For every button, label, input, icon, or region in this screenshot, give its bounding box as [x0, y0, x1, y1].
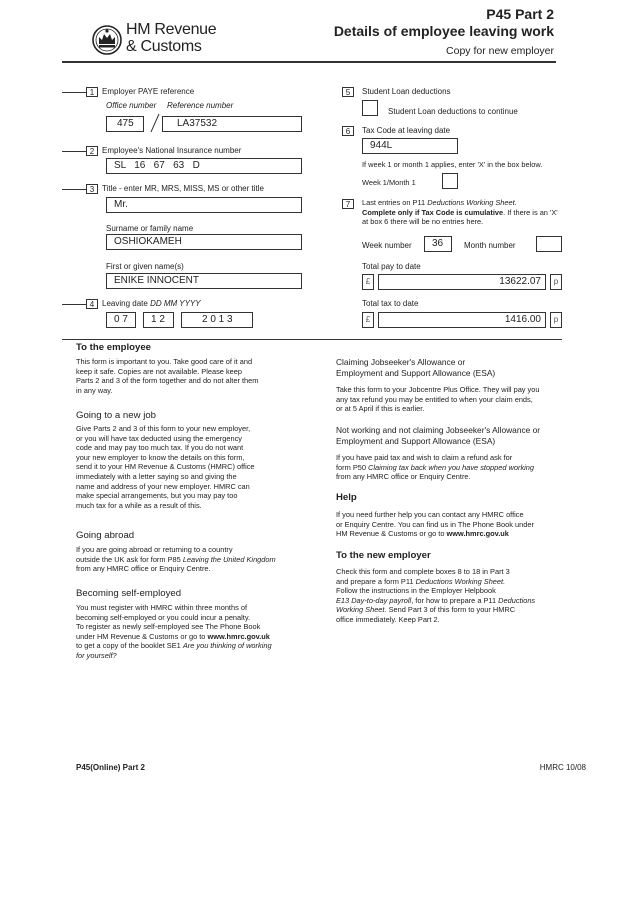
self-employed-website-link[interactable]: www.hmrc.gov.uk: [207, 631, 270, 641]
new-employer-line-4a: E13 Day-to-day payroll: [336, 595, 412, 605]
new-employer-line-4c: Deductions: [498, 595, 536, 605]
crown-crest-icon: [92, 22, 122, 56]
last-entries-label-line3: at box 6 there will be no entries here.: [362, 217, 484, 227]
field-7-number: 7: [342, 199, 354, 209]
claiming-text: Take this form to your Jobcentre Plus Office. They will pay you any tax refund you may be entitled to when your claim ends, or at 5 April if this is earlier.: [336, 385, 540, 414]
total-pay-pence-sign: p: [550, 274, 562, 290]
going-abroad-heading: Going abroad: [76, 530, 135, 541]
page-subtitle: Copy for new employer: [446, 45, 554, 57]
field-1-rule: [62, 92, 86, 93]
field-4-number: 4: [86, 299, 98, 309]
leaving-day-field[interactable]: 0 7: [106, 312, 136, 328]
help-heading: Help: [336, 492, 357, 503]
leaving-date-label: [102, 299, 201, 309]
help-text: [336, 510, 596, 539]
surname-label: Surname or family name: [106, 224, 194, 233]
week1-month1-checkbox[interactable]: [442, 173, 458, 189]
last-entries-label: [362, 198, 602, 227]
student-loan-label: Student Loan deductions: [362, 87, 451, 96]
first-name-field[interactable]: ENIKE INNOCENT: [106, 273, 302, 289]
help-website-link[interactable]: www.hmrc.gov.uk: [446, 529, 509, 539]
total-pay-pound-sign: £: [362, 274, 374, 290]
ni-number-field[interactable]: SL 16 67 63 D: [106, 158, 302, 174]
new-employer-line-2: [336, 577, 596, 587]
new-employer-line-5b: Send Part 3 of this form to your HMRC: [386, 605, 516, 615]
last-entries-label-bold: Complete only if Tax Code is cumulative: [362, 207, 504, 217]
new-employer-line-3: Follow the instructions in the Employer Helpbook: [336, 586, 496, 596]
leaving-month-field[interactable]: 1 2: [143, 312, 174, 328]
field-6-number: 6: [342, 126, 354, 136]
claiming-heading: Claiming Jobseeker's Allowance or Employment and Support Allowance (ESA): [336, 357, 496, 378]
not-claiming-text: [336, 453, 596, 482]
field-4-rule: [62, 304, 86, 305]
not-claiming-text-1: If you have paid tax and wish to claim a refund ask for form P50: [336, 453, 513, 472]
hmrc-logo: [92, 20, 222, 58]
new-employer-text: [336, 567, 596, 625]
last-entries-label-pre: Last entries on P11: [362, 198, 428, 207]
form-code: P45 Part 2: [486, 6, 554, 22]
field-3-number: 3: [86, 184, 98, 194]
student-loan-continue-label: Student Loan deductions to continue: [388, 107, 518, 116]
total-pay-field[interactable]: 13622.07: [378, 274, 546, 290]
tax-code-field[interactable]: 944L: [362, 138, 458, 154]
total-tax-label: Total tax to date: [362, 299, 419, 308]
total-tax-pound-sign: £: [362, 312, 374, 328]
section-divider: [62, 339, 562, 340]
self-employed-text-2: to get a copy of the booklet SE1: [76, 641, 183, 651]
new-job-heading: Going to a new job: [76, 410, 157, 421]
new-employer-heading: To the new employer: [336, 550, 431, 561]
going-abroad-form-title: Leaving the United Kingdom: [182, 554, 276, 564]
week1-month1-label: Week 1/Month 1: [362, 178, 416, 187]
logo-line-2: & Customs: [126, 38, 202, 55]
page-title: Details of employee leaving work: [333, 23, 554, 39]
self-employed-heading: Becoming self-employed: [76, 588, 182, 599]
self-employed-text-1: You must register with HMRC within three months of becoming self-employed or you could incur a penalty. To register as newly self-employed see The Phone Book under HM Revenue & Customs or go to: [76, 603, 261, 641]
new-employer-line-1: Check this form and complete boxes 8 to 18 in Part 3: [336, 567, 510, 576]
going-abroad-text-2: from any HMRC office or Enquiry Centre.: [76, 564, 211, 574]
going-abroad-text-1: If you are going abroad or returning to a country outside the UK ask for form P85: [76, 545, 233, 564]
footer-version: HMRC 10/08: [539, 763, 586, 772]
new-job-text: Give Parts 2 and 3 of this form to your new employer, or you will have tax deducted using the emergency code and may pay too much tax. If you do not want your new employer to know the details on this form, send it to your HM Revenue & Customs (HMRC) office immediately with a letter saying so and giving the name and address of your new employer. HMRC can make special arrangements, but you may pay too much tax for a while as a result of this.: [76, 424, 255, 510]
header-rule: [62, 61, 556, 63]
leaving-date-label-text: Leaving date: [102, 299, 148, 308]
going-abroad-text: [76, 545, 336, 574]
self-employed-booklet-title: Are you thinking of working for yourself?: [76, 641, 272, 660]
self-employed-text: [76, 603, 336, 661]
week-number-label: Week number: [362, 241, 412, 250]
not-claiming-form-title: Claiming tax back when you have stopped working: [368, 462, 535, 472]
new-employer-line-6: office immediately. Keep Part 2.: [336, 614, 440, 624]
total-pay-label: Total pay to date: [362, 262, 421, 271]
reference-number-field[interactable]: LA37532: [162, 116, 302, 132]
new-employer-line-2a: and prepare a form P11: [336, 576, 416, 586]
leaving-date-format: DD MM YYYY: [150, 299, 201, 308]
footer-form-id: P45(Online) Part 2: [76, 763, 145, 772]
title-label: Title - enter MR, MRS, MISS, MS or other title: [102, 184, 264, 193]
surname-field[interactable]: OSHIOKAMEH: [106, 234, 302, 250]
tax-code-label: Tax Code at leaving date: [362, 126, 451, 135]
last-entries-label-italic: Deductions Working Sheet.: [427, 198, 517, 207]
field-5-number: 5: [342, 87, 354, 97]
last-entries-label-post: . If there is an 'X': [503, 207, 558, 217]
new-employer-line-5a: Working Sheet.: [336, 605, 387, 615]
field-2-rule: [62, 151, 86, 152]
reference-number-label: Reference number: [167, 101, 234, 110]
leaving-year-field[interactable]: 2 0 1 3: [181, 312, 253, 328]
first-name-label: First or given name(s): [106, 262, 184, 271]
month-number-field[interactable]: [536, 236, 562, 252]
employer-paye-label: Employer PAYE reference: [102, 87, 195, 96]
week1-note: If week 1 or month 1 applies, enter 'X' in the box below.: [362, 160, 543, 169]
field-1-number: 1: [86, 87, 98, 97]
help-text-body: If you need further help you can contact any HMRC office or Enquiry Centre. You can find us in The Phone Book under HM Revenue & Customs or go to: [336, 510, 534, 539]
office-number-label: Office number: [106, 101, 157, 110]
month-number-label: Month number: [464, 241, 516, 250]
not-claiming-heading: Not working and not claiming Jobseeker's Allowance or Employment and Support Allowance (ESA): [336, 425, 541, 446]
total-tax-field[interactable]: 1416.00: [378, 312, 546, 328]
office-number-field[interactable]: 475: [106, 116, 144, 132]
to-employee-heading: To the employee: [76, 342, 151, 353]
logo-line-1: HM Revenue: [126, 21, 217, 38]
total-tax-pence-sign: p: [550, 312, 562, 328]
field-3-rule: [62, 189, 86, 190]
new-employer-line-2b: Deductions Working Sheet.: [415, 576, 506, 586]
ni-number-label: Employee's National Insurance number: [102, 146, 242, 155]
student-loan-checkbox[interactable]: [362, 100, 378, 116]
not-claiming-text-2: from any HMRC office or Enquiry Centre.: [336, 472, 471, 482]
title-field[interactable]: Mr.: [106, 197, 302, 213]
new-employer-line-4: [336, 596, 596, 606]
slash-separator: [149, 113, 161, 133]
to-employee-intro: This form is important to you. Take good care of it and keep it safe. Copies are not available. Please keep Parts 2 and 3 of the form together and do not alter them in any way.: [76, 357, 259, 395]
field-2-number: 2: [86, 146, 98, 156]
new-employer-line-4b: , for how to prepare a P11: [411, 595, 499, 605]
new-employer-line-5: [336, 605, 596, 615]
week-number-field[interactable]: 36: [424, 236, 452, 252]
